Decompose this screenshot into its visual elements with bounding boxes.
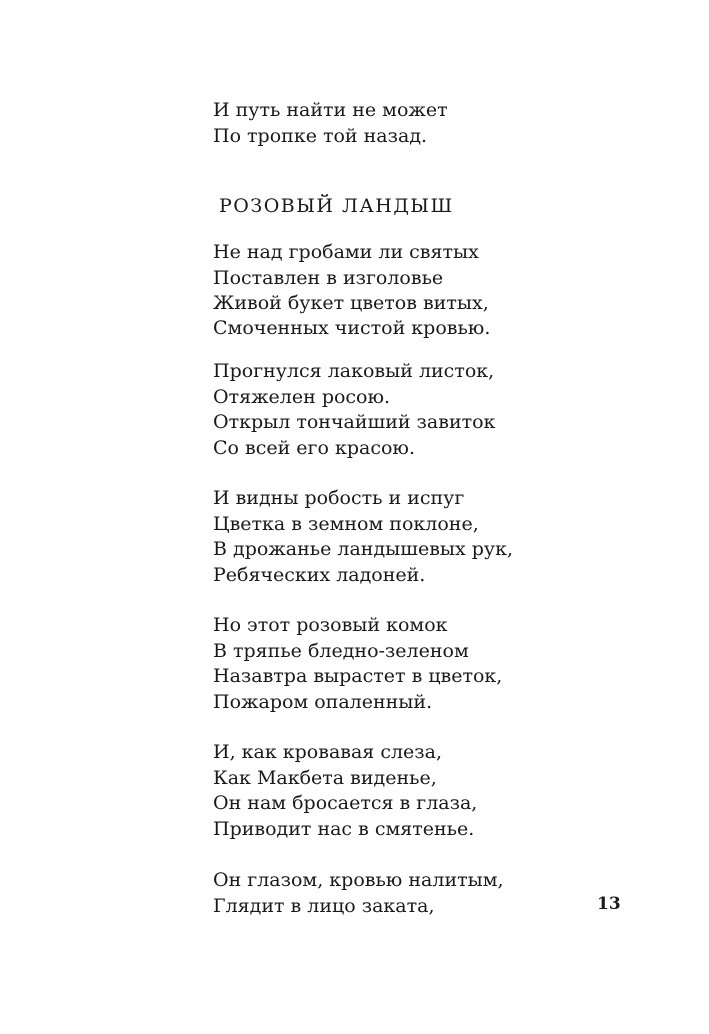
poem-line: И, как кровавая слеза, bbox=[213, 741, 443, 763]
poem-line: Но этот розовый комок bbox=[213, 614, 448, 636]
poem-line: Ребяческих ладоней. bbox=[213, 564, 426, 586]
poem-line: И путь найти не может bbox=[213, 99, 448, 121]
poem-line: И видны робость и испуг bbox=[213, 487, 465, 509]
poem-line: Цветка в земном поклоне, bbox=[213, 513, 479, 535]
poem-line: Приводит нас в смятенье. bbox=[213, 818, 475, 840]
poem-line: Со всей его красою. bbox=[213, 437, 416, 459]
poem-line: Не над гробами ли святых bbox=[213, 241, 479, 263]
poem-line: По тропке той назад. bbox=[213, 125, 428, 147]
poem-line: Как Макбета виденье, bbox=[213, 767, 437, 789]
poem-title: РОЗОВЫЙ ЛАНДЫШ bbox=[219, 195, 454, 217]
poem-line: Живой букет цветов витых, bbox=[213, 292, 489, 314]
poem-line: В тряпье бледно-зеленом bbox=[213, 640, 469, 662]
poem-line: Он нам бросается в глаза, bbox=[213, 792, 478, 814]
poem-line: Назавтра вырастет в цветок, bbox=[213, 665, 503, 687]
poem-line: Открыл тончайший завиток bbox=[213, 411, 496, 433]
poem-line: Глядит в лицо заката, bbox=[213, 895, 435, 917]
poem-line: Прогнулся лаковый листок, bbox=[213, 360, 495, 382]
poem-line: Поставлен в изголовье bbox=[213, 267, 444, 289]
poem-line: Пожаром опаленный. bbox=[213, 691, 433, 713]
poem-line: Отяжелен росою. bbox=[213, 386, 391, 408]
page-number: 13 bbox=[597, 894, 621, 914]
poem-line: В дрожанье ландышевых рук, bbox=[213, 538, 514, 560]
poem-line: Он глазом, кровью налитым, bbox=[213, 869, 504, 891]
poem-line: Смоченных чистой кровью. bbox=[213, 317, 491, 339]
